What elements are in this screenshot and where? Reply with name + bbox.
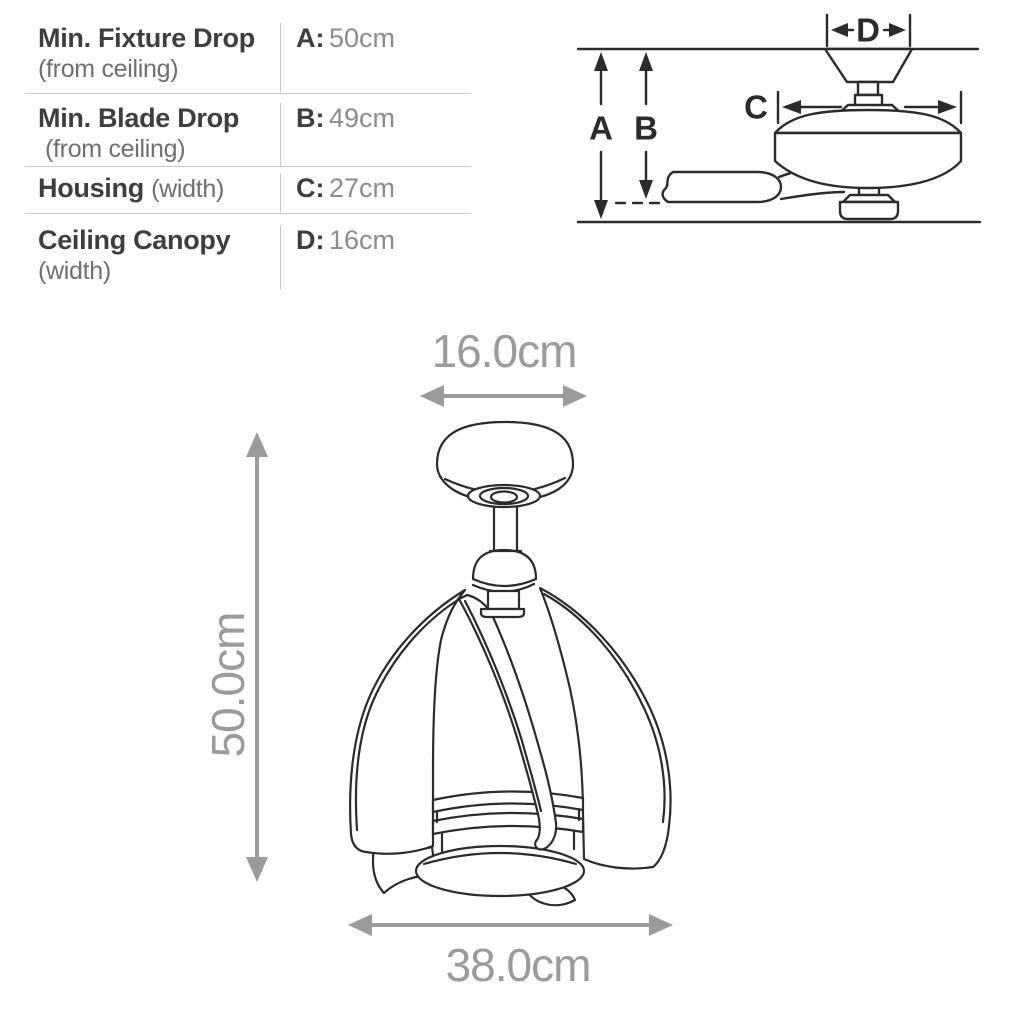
table-row [25, 166, 471, 213]
row-value-cell [280, 173, 471, 213]
table-row [25, 213, 471, 290]
row-label-cell [25, 173, 280, 213]
blade-left [350, 590, 465, 854]
row-value: 49cm [328, 103, 395, 133]
arrow-left-head [348, 914, 372, 936]
housing-top [775, 110, 961, 133]
row-label-cell [25, 225, 280, 290]
row-value-cell [280, 225, 471, 290]
canopy-width-value: 16.0cm [431, 325, 577, 377]
canopy-width-dimension [420, 325, 587, 407]
row-sublabel: (width) [38, 257, 111, 285]
row-label-text: Housing [38, 173, 144, 203]
dimension-d-arrow [827, 12, 910, 49]
arrow-right-head [649, 914, 673, 936]
dimension-b-arrow [634, 52, 658, 199]
arrow-left-head [420, 385, 444, 407]
table-row [25, 93, 471, 166]
housing-band-upper [433, 791, 583, 812]
row-sublabel: (width) [151, 175, 225, 203]
housing-band-lower [433, 813, 583, 834]
row-sublabel: (from ceiling) [38, 55, 179, 83]
fan-blade-side [663, 172, 781, 202]
fan-drawing [350, 422, 670, 905]
downrod [490, 504, 521, 551]
row-label: Min. Fixture Drop [38, 23, 255, 53]
row-letter: D: [296, 225, 325, 255]
arrow-down-head [246, 857, 268, 882]
row-label: Min. Blade Drop [38, 103, 240, 133]
spec-table [25, 18, 471, 290]
dimension-b-label: B [634, 109, 658, 147]
arrow-up-head [246, 432, 268, 457]
diameter-dimension [348, 914, 673, 991]
row-label: Ceiling Canopy [38, 225, 231, 255]
arrow-right-head [563, 385, 587, 407]
dimension-c-label: C [744, 88, 768, 126]
row-value: 16cm [328, 225, 395, 255]
dimension-d-label: D [856, 11, 880, 49]
housing-body [775, 133, 961, 188]
dimension-a-label: A [589, 109, 613, 147]
row-value: 27cm [328, 173, 395, 203]
fan-front-view-diagram [170, 310, 730, 1010]
row-letter: A: [296, 23, 325, 53]
fan-side-view-diagram [560, 0, 1024, 250]
height-dimension [202, 432, 268, 882]
canopy-side [825, 49, 912, 82]
height-value: 50.0cm [202, 612, 254, 758]
row-value-cell [280, 23, 471, 93]
hub-ball [473, 550, 536, 586]
table-row [25, 18, 471, 93]
row-label-cell [25, 23, 280, 93]
row-letter: B: [296, 103, 325, 133]
row-letter: C: [296, 173, 325, 203]
light-kit-cup [840, 202, 898, 219]
canopy-collar-inner [491, 492, 517, 503]
row-sublabel: (from ceiling) [45, 135, 186, 163]
diameter-value: 38.0cm [445, 939, 591, 991]
blade-arm-lower [781, 192, 844, 199]
dimension-a-arrow [589, 52, 613, 219]
row-label-cell [25, 103, 280, 166]
motor-flange [481, 609, 524, 617]
row-value: 50cm [328, 23, 395, 53]
row-label [38, 173, 280, 205]
downrod-upper [858, 82, 878, 95]
motor-block [488, 591, 519, 609]
row-value-cell [280, 103, 471, 166]
